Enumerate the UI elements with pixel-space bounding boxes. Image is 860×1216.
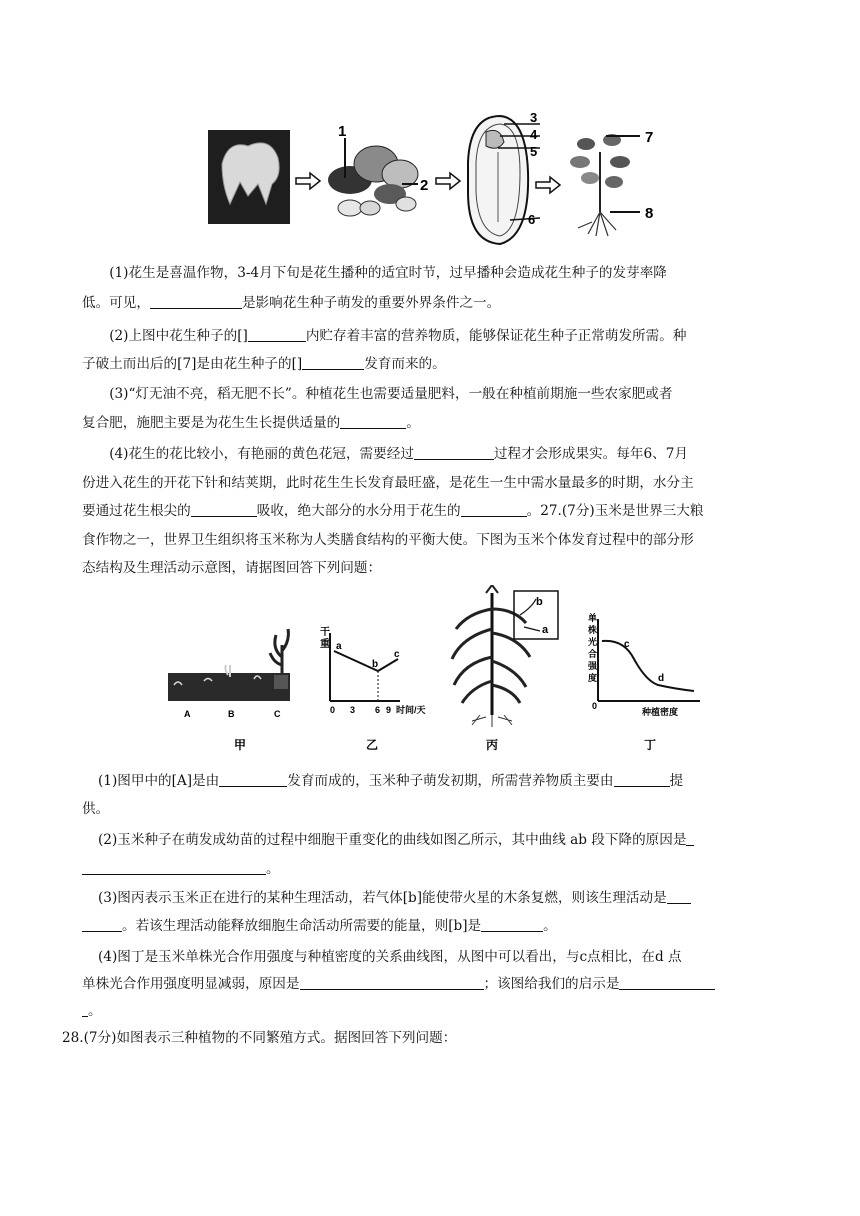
ding-caption: 丁 [644, 738, 657, 752]
corn-q4-line3 [82, 998, 776, 1024]
corn-q1-line2: 供。 [82, 801, 110, 817]
answer-blank[interactable] [481, 917, 543, 932]
text: 内贮存着丰富的营养物质，能够保证花生种子正常萌发所需。种 [305, 328, 687, 344]
text: 。 [543, 918, 557, 934]
answer-blank[interactable] [414, 445, 494, 460]
text: 。 [88, 1003, 102, 1019]
answer-blank[interactable] [150, 294, 242, 309]
panel-ding-chart [598, 619, 700, 701]
yi-tick-3: 3 [350, 705, 356, 715]
jia-letter-b: B [228, 709, 235, 719]
text: 发育而来的。 [364, 356, 446, 372]
yi-caption: 乙 [366, 738, 379, 752]
ding-point-d: d [658, 673, 665, 684]
corn-q3-line1 [98, 885, 776, 911]
photosynthesis-curve [602, 641, 694, 691]
dry-weight-curve [334, 651, 398, 671]
ding-ylabel-1: 单 [588, 613, 598, 623]
peanut-seeds-drawing [328, 138, 418, 216]
corn-q2-line2 [82, 856, 776, 882]
yi-tick-9: 9 [386, 705, 392, 715]
label-8: 8 [645, 205, 654, 222]
seedling-drawing [570, 134, 640, 236]
text: 发育而成的，玉米种子萌发初期，所需营养物质主要由 [287, 773, 614, 789]
corn-q1-line1 [98, 768, 776, 794]
answer-blank[interactable] [82, 860, 266, 875]
answer-blank[interactable] [686, 831, 694, 846]
text: 。若该生理活动能释放细胞生命活动所需要的能量，则[b]是 [122, 918, 482, 934]
label-5: 5 [530, 144, 538, 159]
ding-ylabel-5: 强 [588, 661, 598, 671]
peanut-q4-line2: 份进入花生的开花下针和结荚期，此时花生生长发育最旺盛，是花生一生中需水量最多的时期，水分主 [82, 475, 694, 491]
text: 过程才会形成果实。每年6、7月 [493, 446, 688, 462]
yi-point-a: a [336, 641, 342, 652]
label-3: 3 [530, 112, 538, 125]
peanut-figure [200, 112, 670, 250]
answer-blank[interactable] [219, 772, 287, 787]
text: ；该图给我们的启示是 [483, 976, 620, 992]
arrow-icon [436, 173, 460, 189]
jia-letter-c: C [274, 709, 281, 719]
ding-point-c: c [624, 639, 630, 650]
jia-letter-a: A [184, 709, 191, 719]
arrow-icon [296, 173, 320, 189]
yi-point-c: c [394, 649, 400, 660]
panel-jia [168, 629, 290, 701]
jia-caption: 甲 [234, 738, 247, 752]
answer-blank[interactable] [667, 889, 691, 904]
answer-blank[interactable] [461, 502, 527, 517]
peanut-q1-line1: (1)花生是喜温作物，3-4月下旬是花生播种的适宜时节，过早播种会造成花生种子的发芽率降 [109, 265, 667, 281]
text: 吸收，绝大部分的水分用于花生的 [256, 503, 461, 519]
q28-heading: 28.(7分)如图表示三种植物的不同繁殖方式。据图回答下列问题： [62, 1030, 457, 1046]
yi-point-b: b [372, 659, 379, 670]
yi-ylabel-1: 干 [320, 627, 330, 638]
text: (2)玉米种子在萌发成幼苗的过程中细胞干重变化的曲线如图乙所示，其中曲线 ab 段下降的原因是 [98, 832, 687, 848]
text: 单株光合作用强度明显减弱，原因是 [82, 976, 300, 992]
ding-origin: 0 [592, 701, 598, 711]
yi-xlabel: 时间/天 [396, 705, 426, 715]
label-2: 2 [420, 177, 429, 194]
ding-ylabel-6: 度 [588, 673, 598, 683]
text: 。27.(7分)玉米是世界三大粮 [526, 503, 704, 519]
yi-ylabel-2: 重 [320, 639, 330, 650]
text: 。 [406, 415, 420, 431]
ding-ylabel-2: 株 [588, 625, 598, 635]
text: 是影响花生种子萌发的重要外界条件之一。 [241, 295, 501, 311]
answer-blank[interactable] [191, 502, 257, 517]
corn-q3-line2 [82, 913, 776, 939]
ding-ylabel-3: 光 [588, 637, 598, 647]
corn-q4-line2 [82, 971, 776, 997]
bing-caption: 丙 [486, 738, 499, 752]
peanut-q4-line3 [82, 498, 776, 524]
label-4: 4 [530, 127, 538, 142]
text: 提 [669, 773, 684, 789]
answer-blank[interactable] [340, 414, 406, 429]
peanut-q3-line1: (3)“灯无油不亮，稻无肥不长”。种植花生也需要适量肥料，一般在种植前期施一些农家肥或者 [109, 386, 673, 402]
answer-blank[interactable] [82, 917, 122, 932]
text: 复合肥，施肥主要是为花生生长提供适量的 [82, 415, 341, 431]
corn-q2-line1 [98, 827, 776, 853]
peanut-q3-line2 [82, 410, 776, 436]
text: 。 [266, 861, 280, 877]
text: 低。可见， [82, 295, 150, 311]
text: 子破土而出后的[7]是由花生种子的[] [82, 356, 303, 372]
answer-blank[interactable] [248, 327, 306, 342]
yi-tick-6: 6 [375, 705, 381, 715]
label-1: 1 [338, 123, 347, 140]
label-7: 7 [645, 129, 654, 146]
bing-label-a: a [542, 624, 549, 636]
peanut-q1-line2 [82, 290, 776, 316]
text: (3)图丙表示玉米正在进行的某种生理活动，若气体[b]能使带火星的木条复燃，则该生理活动是 [98, 890, 667, 906]
corn-q4-line1: (4)图丁是玉米单株光合作用强度与种植密度的关系曲线图，从图中可以看出，与c点相比，在d 点 [98, 949, 682, 965]
peanut-q4-line1 [82, 441, 776, 467]
q27-intro-line2: 食作物之一，世界卫生组织将玉米称为人类膳食结构的平衡大使。下图为玉米个体发育过程中的部分形 [82, 532, 694, 548]
ding-xlabel: 种植密度 [642, 707, 679, 717]
text: (2)上图中花生种子的[] [109, 328, 248, 344]
yi-tick-0: 0 [330, 705, 336, 715]
peanut-q2-line2 [82, 351, 776, 377]
ding-ylabel-4: 合 [588, 649, 598, 659]
answer-blank[interactable] [300, 975, 484, 990]
answer-blank[interactable] [614, 772, 670, 787]
answer-blank[interactable] [302, 355, 364, 370]
label-6: 6 [528, 212, 536, 227]
text: (4)花生的花比较小，有艳丽的黄色花冠，需要经过 [109, 446, 414, 462]
bing-label-b: b [536, 596, 543, 608]
corn-figure [164, 585, 724, 755]
answer-blank[interactable] [619, 975, 715, 990]
text: (1)图甲中的[A]是由 [98, 773, 220, 789]
q27-intro-line3: 态结构及生理活动示意图，请据图回答下列问题： [82, 560, 382, 576]
text: 要通过花生根尖的 [82, 503, 191, 519]
arrow-icon [536, 177, 560, 193]
peanut-q2-line1 [82, 323, 776, 349]
